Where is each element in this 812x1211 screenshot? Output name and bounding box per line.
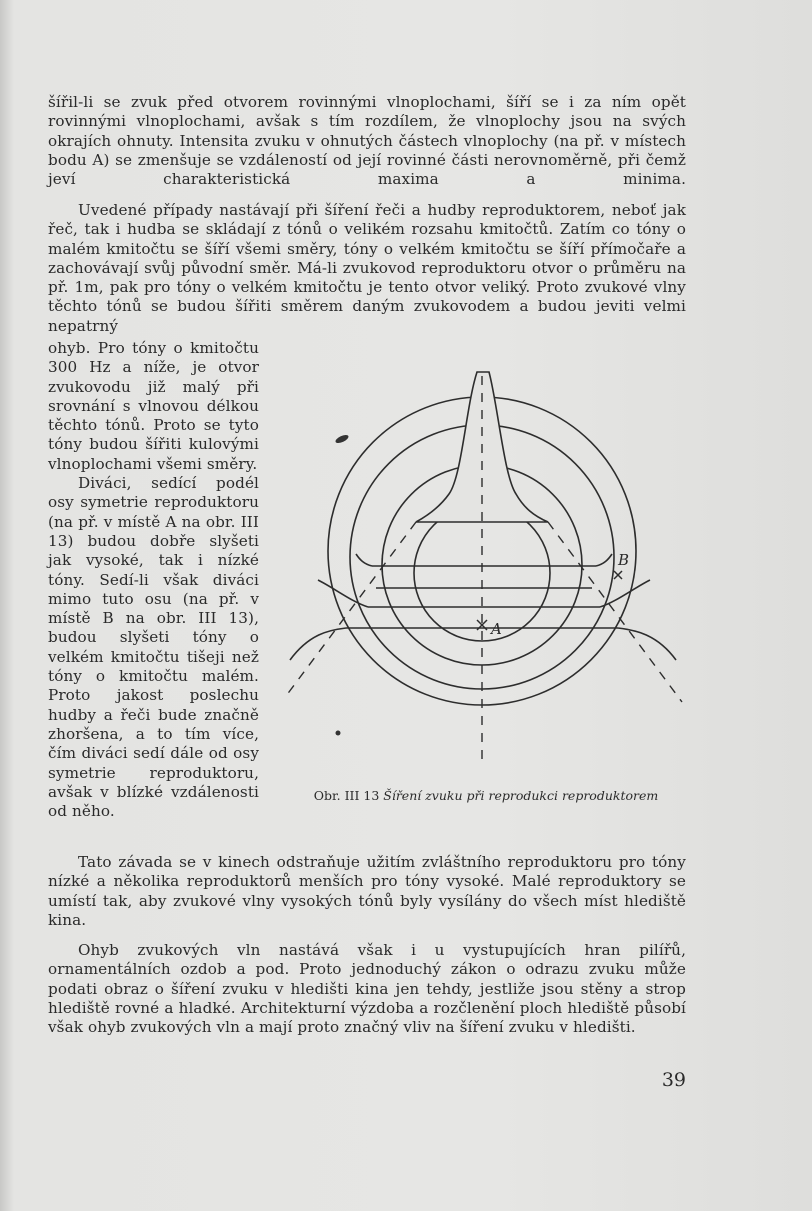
paragraph-3b: Diváci, sedící podél osy symetrie reproduktoru (na př. v místě A na obr. III 13) budou dobře slyšeti jak vysoké, tak i nízké tóny. Sedí-li však diváci mimo tuto osu (na př. v místě B na obr. III 13), budou slyšeti tóny o velkém kmitočtu tišeji než tóny o kmitočtu malém. Proto jakost poslechu hudby a řeči bude značně zhoršena, a to tím více, čím diváci sedí dále od osy symetrie reproduktoru, avšak v blízké vzdálenosti od něho. [48, 474, 259, 821]
figure-caption [284, 787, 688, 804]
ink-speck [336, 731, 341, 736]
bent-edge [596, 554, 612, 566]
paragraph-5: Ohyb zvukových vln nastává však i u vystupujících hran pilířů, ornamentálních ozdob a pod. Proto jednoduchý zákon o odrazu zvuku může podati obraz o šíření zvuku v hledišti kina jen tehdy, jestliže jsou stěny a strop hlediště rovné a hladké. Architekturní výzdoba a rozčlenění ploch hlediště působí však ohyb zvukových vln a mají proto značný vliv na šíření zvuku v hledišti. [48, 941, 686, 1037]
boundary-line-right [548, 522, 682, 702]
bent-edge [618, 628, 676, 660]
paragraph-2: Uvedené případy nastávají při šíření řeči a hudby reproduktorem, neboť jak řeč, tak i hudba se skládají z tónů o velikém rozsahu kmitočtů. Zatím co tóny o malém kmitočtu se šíří všemi směry, tóny o velkém kmitočtu se šíří přímočaře a zachovávají svůj původní směr. Má-li zvukovod reproduktoru otvor o průměru na př. 1m, pak pro tóny o velkém kmitočtu je tento otvor veliký. Proto zvukové vlny těchto tónů se budou šířiti směrem daným zvukovodem a budou jeviti velmi nepatrný [48, 201, 686, 335]
paragraph-3a: ohyb. Pro tóny o kmitočtu 300 Hz a níže, je otvor zvukovodu již malý při srovnání s vlnovou délkou těchto tónů. Proto se tyto tóny budou šířiti kulovými vlnoplochami všemi směry. [48, 339, 259, 473]
paragraph-4: Tato závada se v kinech odstraňuje užitím zvláštního reproduktoru pro tóny nízké a několika reproduktorů menších pro tóny vysoké. Malé reproduktory se umístí tak, aby zvukové vlny vysokých tónů byly vysílány do všech míst hlediště kina. [48, 853, 686, 929]
page-number: 39 [661, 1069, 686, 1091]
loudspeaker-diagram [284, 366, 684, 774]
point-a-label: A [491, 620, 502, 638]
paragraph-1: šířil-li se zvuk před otvorem rovinnými vlnoplochami, šíří se i za ním opět rovinnými vlnoplochami, avšak s tím rozdílem, že vlnoplochy jsou na svých okrajích ohnuty. Intensita zvuku v ohnutých částech vlnoplochy (na př. v místech bodu A) se zmenšuje se vzdáleností od její rovinné části nerovnoměrně, při čemž jeví charakteristická maxima a minima. [48, 93, 686, 189]
caption-prefix: Obr. III 13 [313, 788, 380, 803]
caption-text: Šíření zvuku při reprodukci reproduktorem [383, 788, 659, 803]
bent-edge [318, 580, 368, 607]
point-b-label: B [618, 551, 630, 569]
bent-edge [600, 580, 650, 607]
ink-speck [334, 433, 349, 444]
paragraph-3-column [48, 339, 259, 821]
bent-edge [290, 628, 346, 660]
bent-edge [356, 554, 372, 566]
